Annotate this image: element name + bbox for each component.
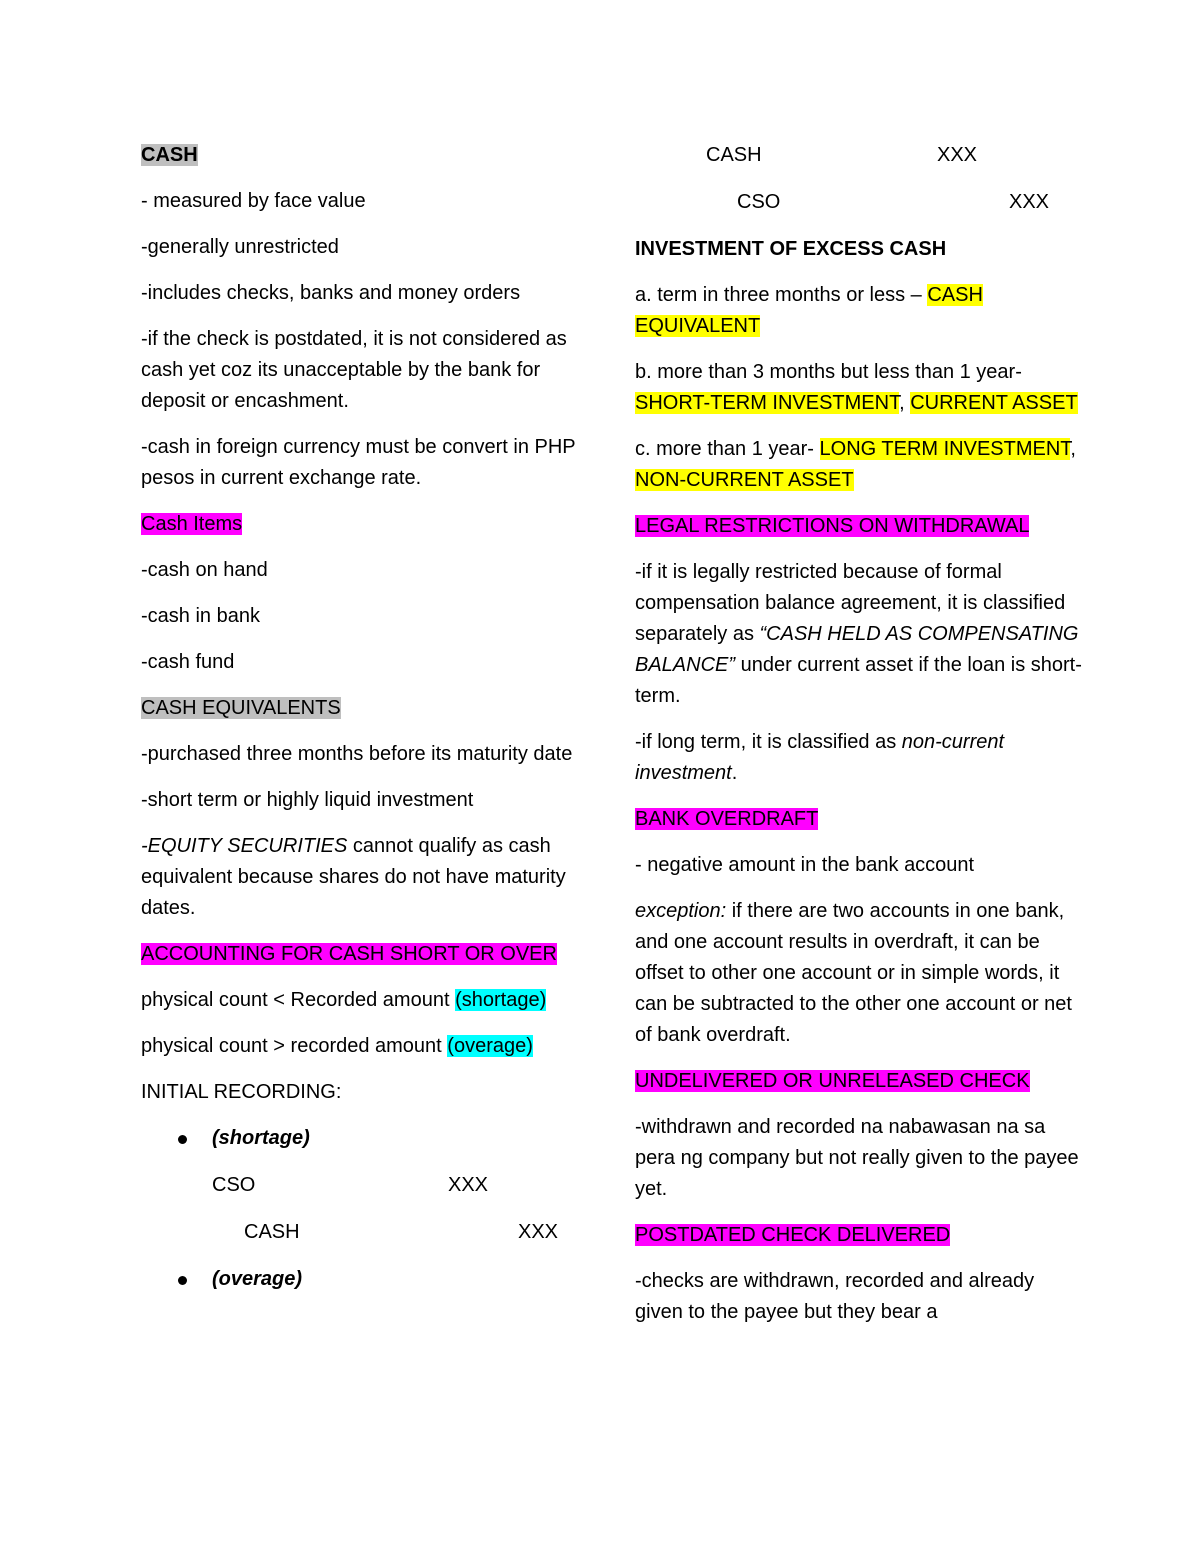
cash-point: -includes checks, banks and money orders [141,282,521,304]
investment-a: a. term in three months or less – CASH EQUIVALENT [635,284,983,337]
accounting-heading: ACCOUNTING FOR CASH SHORT OR OVER [141,943,557,965]
cash-item: -cash fund [141,651,235,673]
cash-item: -cash in bank [141,605,260,627]
overage-rule: physical count > recorded amount (overage) [141,1035,533,1057]
bank-overdraft-heading: BANK OVERDRAFT [635,808,819,830]
right-column [635,140,1085,1343]
initial-recording-label: INITIAL RECORDING: [141,1081,342,1103]
investment-b: b. more than 3 months but less than 1 year- SHORT-TERM INVESTMENT, CURRENT ASSET [635,361,1078,414]
bullet-icon [178,1135,187,1144]
cash-items-heading: Cash Items [141,513,243,535]
journal-entry-debit: CSO XXX [212,1174,489,1196]
legal-paragraph: -if long term, it is classified as non-current investment. [635,731,1005,784]
equity-securities-note: -EQUITY SECURITIES cannot qualify as cash equivalent because shares do not have maturity dates. [141,835,566,919]
cash-point: -if the check is postdated, it is not considered as cash yet coz its unacceptable by the bank for deposit or encashment. [141,328,567,412]
cash-point: -cash in foreign currency must be convert in PHP pesos in current exchange rate. [141,436,576,489]
shortage-rule: physical count < Recorded amount (shortage) [141,989,547,1011]
cash-point: - measured by face value [141,190,366,212]
equiv-point: -short term or highly liquid investment [141,789,474,811]
equiv-point: -purchased three months before its maturity date [141,743,573,765]
investment-heading: INVESTMENT OF EXCESS CASH [635,238,947,260]
investment-c: c. more than 1 year- LONG TERM INVESTMENT, NON-CURRENT ASSET [635,438,1076,491]
bullet-icon [178,1276,187,1285]
journal-entry-credit: CSO XXX [737,191,1050,213]
postdated-paragraph: -checks are withdrawn, recorded and already given to the payee but they bear a [635,1270,1035,1323]
cash-equivalents-heading: CASH EQUIVALENTS [141,697,341,719]
undelivered-paragraph: -withdrawn and recorded na nabawasan na sa pera ng company but not really given to the payee yet. [635,1116,1079,1200]
bullet-item-shortage: (shortage) [141,1123,581,1154]
undelivered-check-heading: UNDELIVERED OR UNRELEASED CHECK [635,1070,1030,1092]
cash-point: -generally unrestricted [141,236,339,258]
cash-item: -cash on hand [141,559,268,581]
cash-heading: CASH [141,144,198,166]
postdated-check-heading: POSTDATED CHECK DELIVERED [635,1224,951,1246]
journal-entry-credit: CASH XXX [244,1221,559,1243]
bullet-item-overage: (overage) [141,1264,581,1295]
legal-paragraph: -if it is legally restricted because of formal compensation balance agreement, it is classified separately as “CASH HELD AS COMPENSATING BALANCE” under current asset if the loan is short-term. [635,561,1082,707]
left-column [141,140,581,1311]
overdraft-paragraph: - negative amount in the bank account [635,854,975,876]
legal-restrictions-heading: LEGAL RESTRICTIONS ON WITHDRAWAL [635,515,1030,537]
overdraft-exception: exception: if there are two accounts in one bank, and one account results in overdraft, it can be offset to other one account or in simple words, it can be subtracted to the other one account or net of bank overdraft. [635,900,1072,1046]
journal-entry-debit: CASH XXX [706,144,978,166]
